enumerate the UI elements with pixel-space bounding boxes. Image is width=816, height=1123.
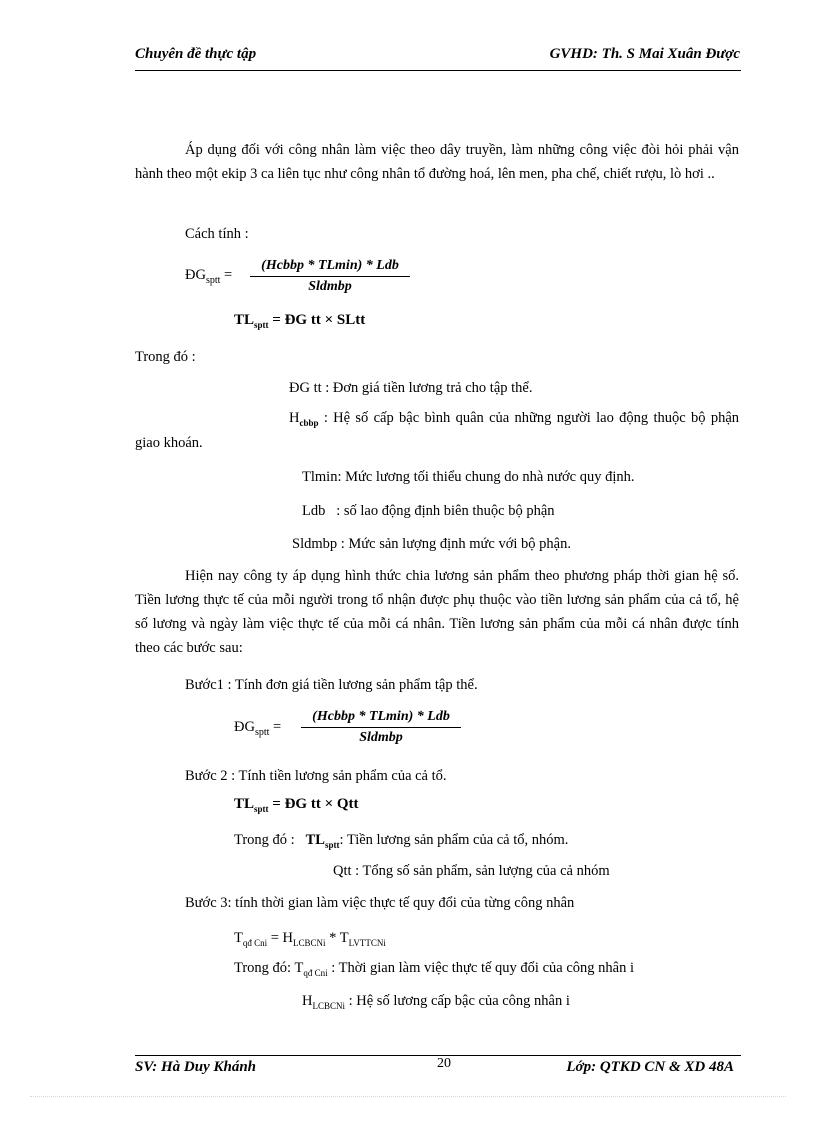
dg-symbol: ĐG — [234, 719, 255, 735]
step2: Bước 2 : Tính tiền lương sản phẩm của cả tổ. — [185, 768, 447, 784]
formula1-lhs — [185, 263, 232, 289]
formula1-denominator: Sldmbp — [308, 279, 352, 294]
h-subscript: LCBCNi — [293, 938, 326, 948]
tl-symbol: TL — [305, 832, 325, 848]
where-label: Trong đó : — [135, 349, 196, 365]
paragraph-method: Hiện nay công ty áp dụng hình thức chia lương sản phẩm theo phương pháp thời gian hệ số. Tiền lương thực tế của mỗi người trong tổ nhận được phụ thuộc vào tiền lương sản phẩm của cả tổ, hệ số lương và ngày làm việc thực tế của mỗi cá nhân. Tiền lương sản phẩm của mỗi cá nhân được tính theo các bước sau: — [135, 568, 739, 656]
def-tlmin: Tlmin: Mức lương tối thiểu chung do nhà nước quy định. — [302, 469, 635, 485]
times-t: * T — [329, 930, 349, 946]
tl-formula-2 — [234, 796, 359, 813]
def-qtt: Qtt : Tổng số sản phẩm, sản lượng của cả nhóm — [333, 863, 610, 879]
def-sldmbp: Sldmbp : Mức sản lượng định mức với bộ phận. — [292, 536, 571, 552]
t-subscript: qđ Cni — [303, 968, 328, 978]
calc-label: Cách tính : — [185, 226, 249, 242]
header-left: Chuyên đề thực tập — [135, 46, 257, 62]
def-tlsptt — [234, 828, 568, 853]
def-tqd-text: : Thời gian làm việc thực tế quy đổi của công nhân i — [331, 960, 634, 976]
t-subscript: qđ Cni — [242, 938, 268, 948]
page-number: 20 — [437, 1056, 451, 1071]
formula2-fraction — [301, 709, 461, 746]
formula1-fraction — [250, 258, 410, 295]
tl-subscript: sptt — [254, 320, 269, 330]
equals-sign: = — [224, 267, 233, 283]
step3: Bước 3: tính thời gian làm việc thực tế quy đổi của từng công nhân — [185, 895, 575, 911]
dg-symbol: ĐG — [185, 267, 206, 283]
footer-left: SV: Hà Duy Khánh — [135, 1059, 257, 1075]
def-dgtt: ĐG tt : Đơn giá tiền lương trả cho tập thể. — [289, 380, 533, 396]
formula2-numerator: (Hcbbp * TLmin) * Ldb — [301, 709, 461, 728]
def-tqd — [234, 956, 634, 981]
h-subscript: LCBCNi — [312, 1001, 345, 1011]
tqd-formula — [234, 926, 386, 951]
dg-subscript: sptt — [205, 275, 221, 286]
tl-symbol: TL — [234, 312, 255, 328]
formula2-denominator: Sldmbp — [359, 730, 403, 745]
def-ldb: Ldb : số lao động định biên thuộc bộ phận — [302, 503, 555, 519]
tl-subscript: sptt — [324, 840, 340, 850]
h-subscript: cbbp — [299, 418, 319, 428]
where-label-3: Trong đó: T — [234, 960, 304, 976]
tl-rhs: = ĐG tt × SLtt — [272, 312, 366, 328]
dg-subscript: sptt — [254, 727, 270, 738]
equals-h: = H — [270, 930, 294, 946]
formula1-numerator: (Hcbbp * TLmin) * Ldb — [250, 258, 410, 277]
tl-symbol: TL — [234, 796, 255, 812]
t-lvtt-subscript: LVTTCNi — [348, 938, 386, 948]
def-hcbbp-text: : Hệ số cấp bậc bình quân của những người lao động thuộc bộ phận giao khoán. — [135, 410, 740, 451]
def-hcbbp — [135, 406, 739, 455]
tl-rhs: = ĐG tt × Qtt — [272, 796, 359, 812]
h-symbol: H — [302, 993, 313, 1009]
equals-sign: = — [273, 719, 282, 735]
header-rule — [135, 70, 741, 71]
footer-right: Lớp: QTKD CN & XD 48A — [566, 1059, 734, 1075]
header-right: GVHD: Th. S Mai Xuân Được — [549, 46, 740, 62]
tl-subscript: sptt — [254, 804, 269, 814]
def-hlcbcni — [302, 989, 570, 1014]
where-label-2: Trong đó : — [234, 832, 295, 848]
page-border — [30, 1096, 786, 1097]
h-symbol: H — [289, 410, 300, 426]
def-hlcbcni-text: : Hệ số lương cấp bậc của công nhân i — [348, 993, 570, 1009]
step1: Bước1 : Tính đơn giá tiền lương sản phẩm tập thể. — [185, 677, 478, 693]
def-tlsptt-text: : Tiền lương sản phẩm của cả tổ, nhóm. — [339, 832, 569, 848]
paragraph-apply: Áp dụng đối với công nhân làm việc theo dây truyền, làm những công việc đòi hỏi phải vận hành theo một ekip 3 ca liên tục như công nhân tổ đường hoá, lên men, pha chế, chiết rượu, lò hơi .. — [135, 142, 739, 182]
tl-formula — [234, 312, 365, 329]
formula2-lhs — [234, 715, 281, 741]
t-symbol: T — [234, 930, 243, 946]
